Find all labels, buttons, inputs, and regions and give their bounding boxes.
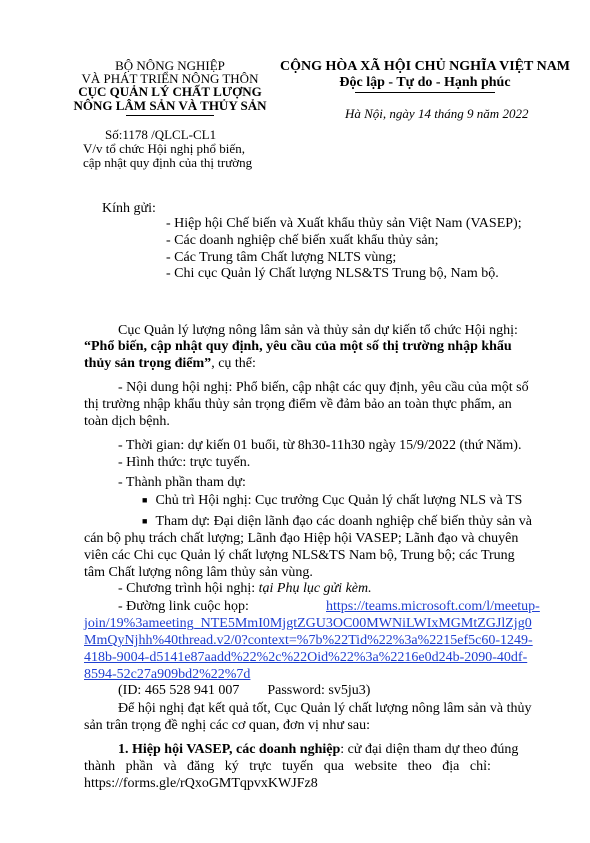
program-line [118,580,372,597]
meeting-link-line3[interactable]: MmQyNjhh%40thread.v2/0?context=%7b%22Tid%22%3a%2215ef5c60-1249- [84,633,533,648]
intro-bold-text: thủy sản trọng điểm” [84,356,212,371]
program-value: tại Phụ lục gửi kèm. [258,581,372,596]
attendees-line1 [142,513,532,531]
chair-line [142,492,522,510]
national-motto-line2: Độc lập - Tự do - Hạnh phúc [339,75,511,90]
motto-underline [355,92,495,93]
recipients-label: Kính gửi: [102,201,156,216]
subject-line1: V/v tổ chức Hội nghị phổ biến, [83,141,245,156]
content-line2: thị trường nhập khẩu thủy sản trọng điểm về đảm bảo an toàn thực phẩm, an [84,397,512,412]
ministry-name-line1: BỘ NÔNG NGHIỆP [115,58,225,73]
closing-line1: Để hội nghị đạt kết quả tốt, Cục Quản lý chất lượng nông lâm sản và thủy [118,701,532,716]
recipient-item: - Chi cục Quản lý Chất lượng NLS&TS Trung bộ, Nam bộ. [166,266,499,281]
agency-underline [126,115,214,116]
meeting-link-line5[interactable]: 8594-52c27a909bd2%22%7d [84,667,251,682]
meeting-link-line1[interactable]: https://teams.microsoft.com/l/meetup- [326,599,540,614]
meeting-link-line2[interactable]: join/19%3ameeting_NTE5MmI0MjgtZGU3OC00MWNiLWIxMGMtZGJlZjg0 [84,616,532,631]
time-line: - Thời gian: dự kiến 01 buổi, từ 8h30-11h30 ngày 15/9/2022 (thứ Năm). [118,438,522,453]
square-bullet-icon: ■ [142,495,148,505]
program-label: - Chương trình hội nghị: [118,581,259,596]
section1-line1 [118,741,518,758]
attendees-line4: tâm Chất lượng nông lâm thủy sản vùng. [84,565,313,580]
chair-text: Chủ trì Hội nghị: Cục trưởng Cục Quản lý chất lượng NLS và TS [155,493,523,508]
recipient-item: - Hiệp hội Chế biến và Xuất khẩu thủy sản Việt Nam (VASEP); [166,216,522,231]
attendees-line3: viên các Chi cục Quản lý chất lượng NLS&TS Nam bộ, Trung bộ; các Trung [84,548,515,563]
section1-line2: thành phần và đăng ký trực tuyến qua website theo địa chỉ: [84,759,491,774]
intro-bold-line1: “Phổ biến, cập nhật quy định, yêu cầu của một số thị trường nhập khẩu [84,339,512,354]
national-motto-line1: CỘNG HÒA XÃ HỘI CHỦ NGHĨA VIỆT NAM [280,59,571,74]
attendees-line2: cán bộ phụ trách chất lượng; Lãnh đạo Hiệp hội VASEP; Lãnh đạo và chuyên [84,531,519,546]
link-label: - Đường link cuộc họp: [118,599,249,614]
meeting-link-line4[interactable]: 418b-9004-d5141e87aadd%22%2c%22Oid%22%3a%2216e0d24b-2090-40df- [84,650,528,665]
agency-name-line2: NÔNG LÂM SẢN VÀ THỦY SẢN [73,98,267,113]
ministry-name-line2: VÀ PHÁT TRIỂN NÔNG THÔN [81,71,259,86]
attendees-text: Tham dự: Đại diện lãnh đạo các doanh nghiệp chế biến thủy sản và [155,514,532,529]
intro-line1: Cục Quản lý lượng nông lâm sản và thủy sản dự kiến tổ chức Hội nghị: [118,323,518,338]
recipient-item: - Các doanh nghiệp chế biến xuất khẩu thủy sản; [166,233,439,248]
recipient-item: - Các Trung tâm Chất lượng NLTS vùng; [166,250,397,265]
subject-line2: cập nhật quy định của thị trường [83,155,253,170]
place-date: Hà Nội, ngày 14 tháng 9 năm 2022 [345,106,529,121]
meeting-id-password: (ID: 465 528 941 007 Password: sv5ju3) [118,683,371,698]
square-bullet-icon: ■ [142,516,148,526]
closing-line2: sản trân trọng đề nghị các cơ quan, đơn vị như sau: [84,718,370,733]
registration-form-link[interactable]: https://forms.gle/rQxoGMTqpvxKWJFz8 [84,776,318,791]
intro-bold-line2 [84,355,256,372]
section1-text: : cử đại diện tham dự theo đúng [340,742,519,757]
section1-title: 1. Hiệp hội VASEP, các doanh nghiệp [118,742,341,757]
content-line1: - Nội dung hội nghị: Phổ biến, cập nhật các quy định, yêu cầu của một số [118,380,529,395]
document-number: Số:1178 /QLCL-CL1 [105,127,217,142]
content-line3: toàn dịch bệnh. [84,414,170,429]
participants-label: - Thành phần tham dự: [118,475,246,490]
agency-name-line1: CỤC QUẢN LÝ CHẤT LƯỢNG [78,84,262,99]
intro-tail: , cụ thể: [211,356,256,371]
format-line: - Hình thức: trực tuyến. [118,455,251,470]
